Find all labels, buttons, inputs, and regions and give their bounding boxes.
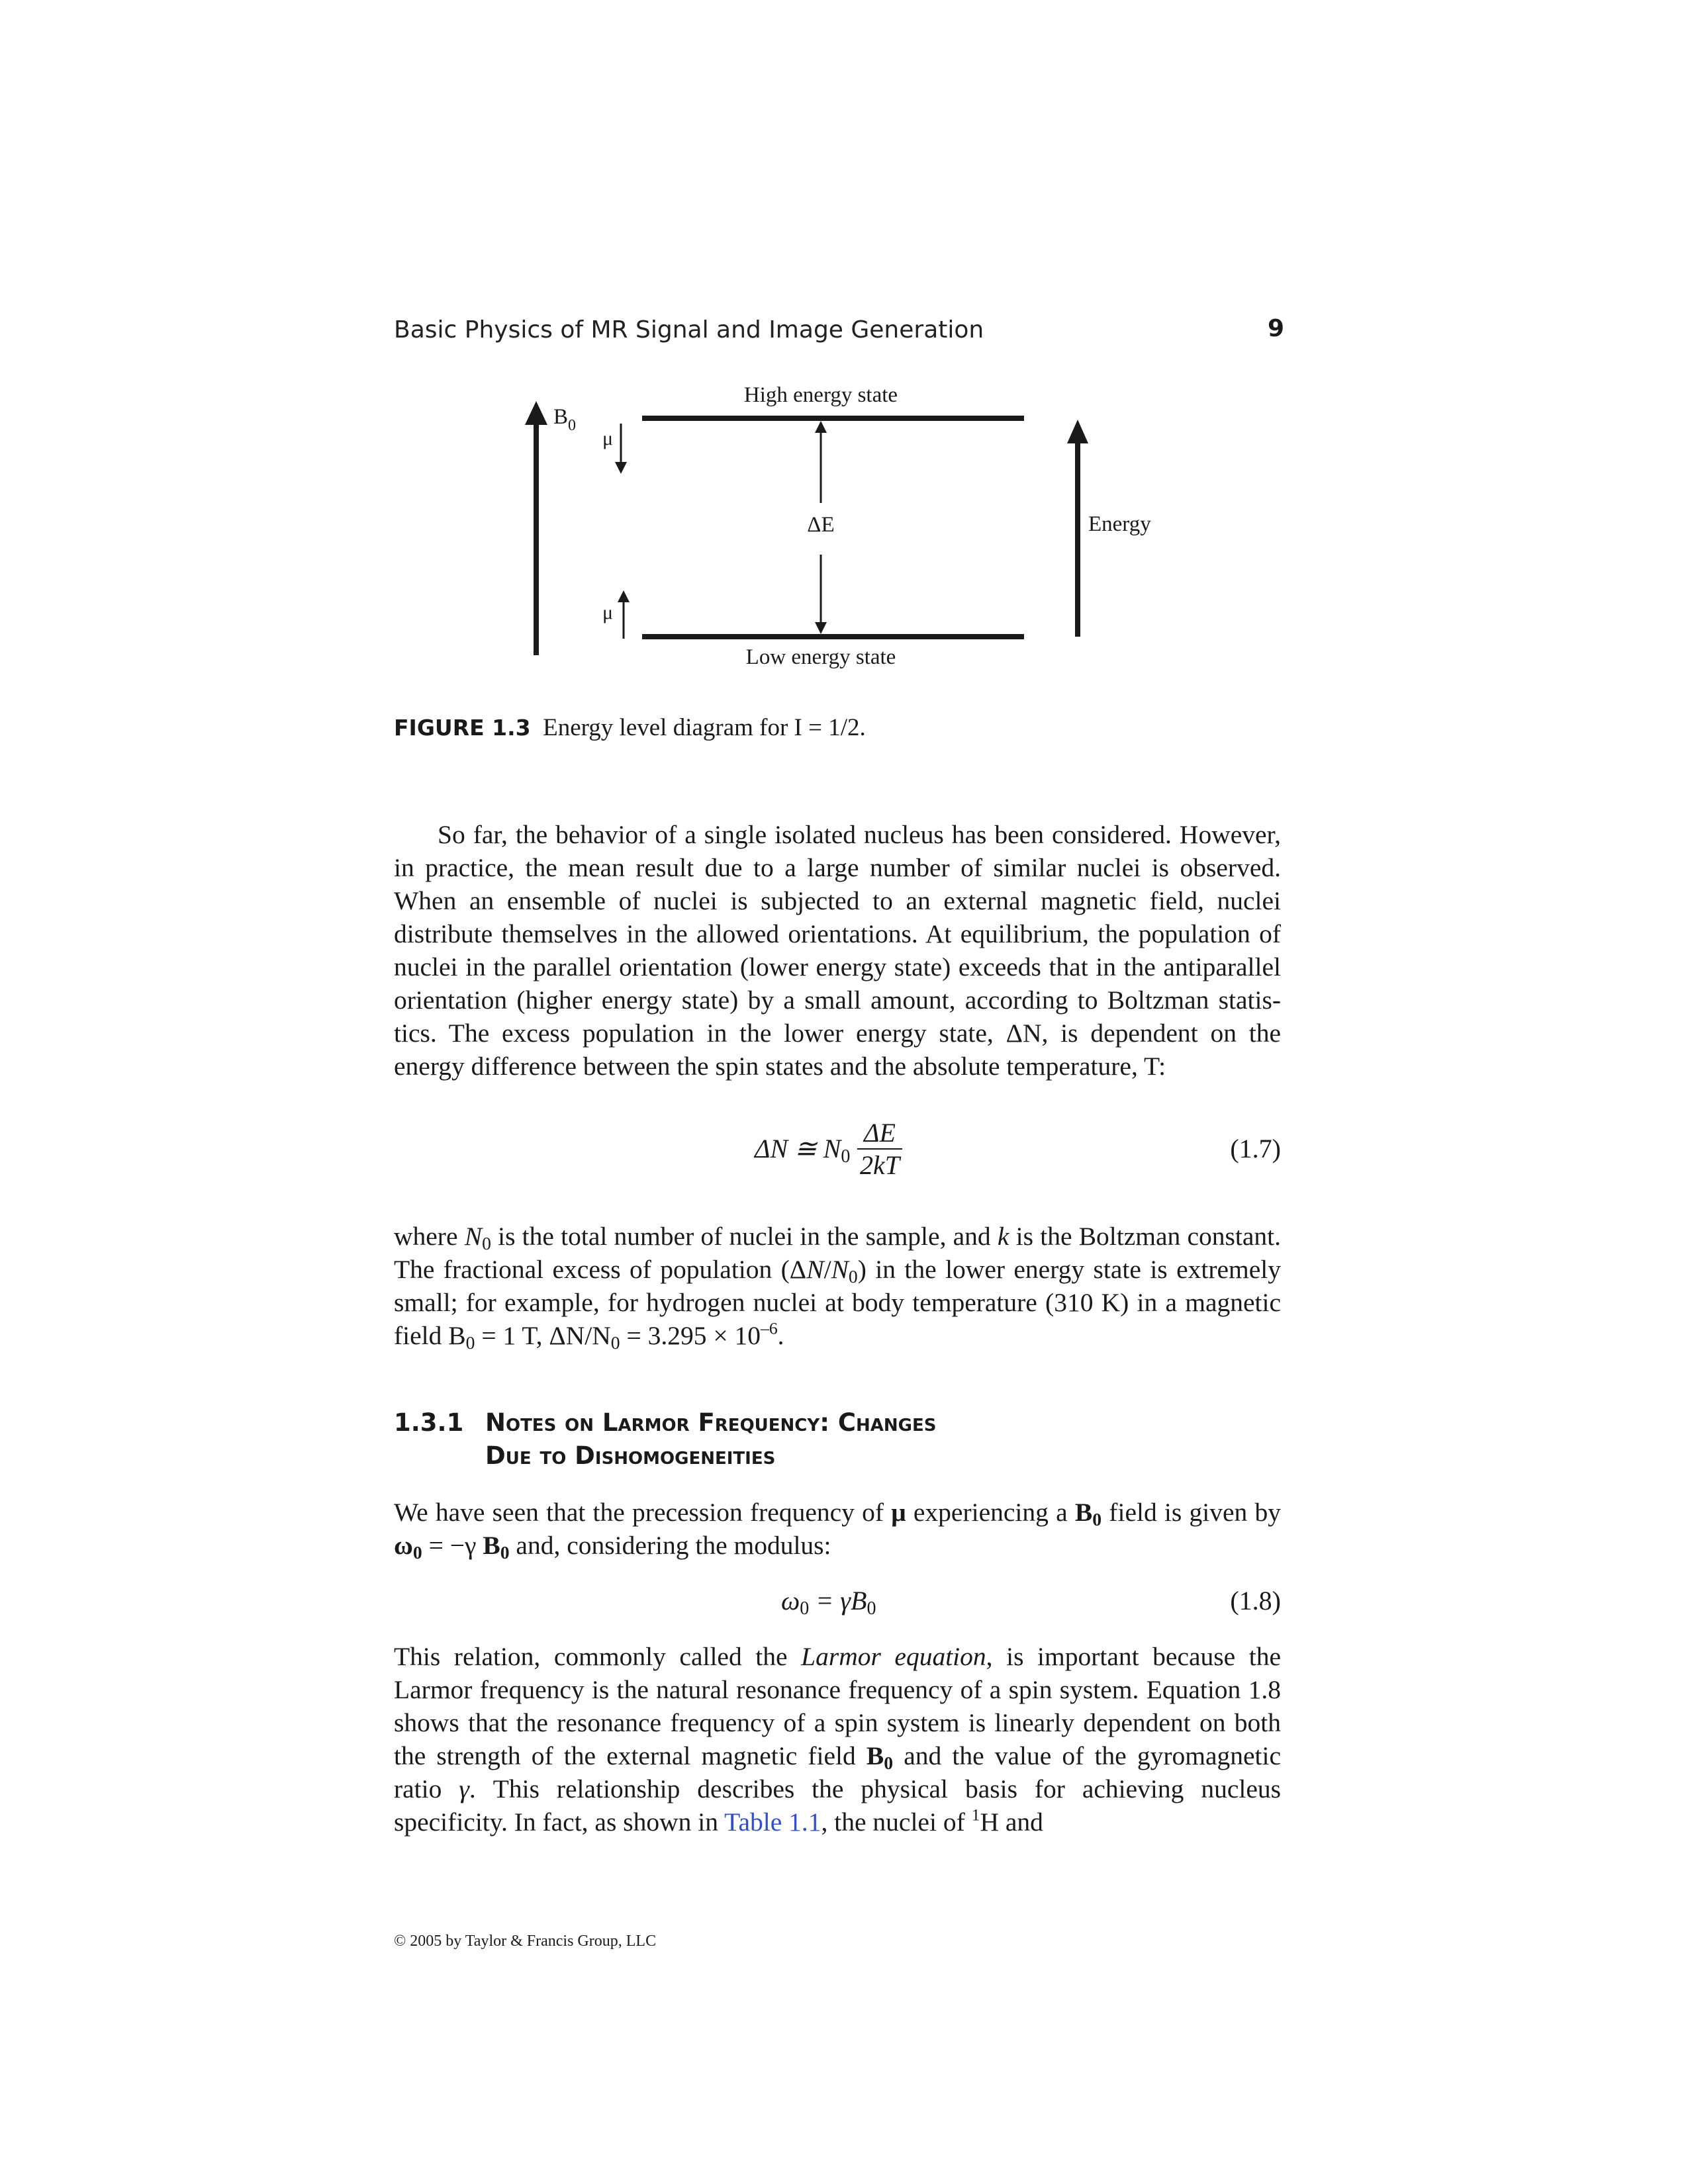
mu-upper-label: μ: [602, 428, 614, 449]
copyright-footer: © 2005 by Taylor & Francis Group, LLC: [394, 1933, 657, 1950]
paragraph-1: [394, 818, 1281, 1083]
paragraph-2: where $N_0$ is the total number of nuclei in the sample, and k is the Boltzman constant. The fractional excess of population $(\Delta N/N_0)$ in the lower energy state is extremely small; for example, for hydrogen nuclei at body temperature (310 K) in a magnetic field $B_0 = 1$ T, $\Delta N/N_0 = 3.295 \times 10^{-6}$.: [394, 1222, 1281, 1353]
equation-1-8: [394, 1585, 1281, 1625]
equation-1-7-numerator: ΔE: [857, 1117, 902, 1150]
b0-label: $B_0$: [553, 405, 577, 434]
equation-1-7: [394, 1117, 1281, 1183]
section-title-line-1: Notes on Larmor Frequency: Changes: [485, 1408, 937, 1437]
energy-label: Energy: [1088, 512, 1151, 536]
b0-arrow-head: [525, 401, 547, 425]
section-heading: [394, 1406, 937, 1473]
section-title-line-2: Due to Dishomogeneities: [485, 1441, 776, 1470]
paragraph-1-text: So far, the behavior of a single isolated nucleus has been considered. However, in practice, the mean result due to a large number of similar nuclei is observed. When an ensemble of nuclei is subjected to an external magnetic field, nuclei distribute themselves in the allowed orientations. At equilibrium, the population of nuclei in the parallel orientation (lower energy state) exceeds that in the antiparallel orientation (higher energy state) by a small amount, according to Boltzman statis-tics. The excess population in the lower energy state, ΔN, is dependent on the energy difference between the spin states and the absolute temperature, T:: [394, 820, 1281, 1081]
mu-lower-label: μ: [602, 602, 614, 623]
section-number: 1.3.1: [394, 1408, 464, 1437]
figure-caption-text: Energy level diagram for I = 1/2.: [543, 714, 866, 741]
table-1-1-link[interactable]: Table 1.1: [724, 1807, 821, 1837]
delta-e-label: ΔE: [807, 513, 835, 537]
equation-1-7-lhs: ΔN ≅ $N_0$: [755, 1134, 851, 1167]
equation-1-8-number: (1.8): [1230, 1586, 1281, 1615]
equation-1-7-number: (1.7): [1230, 1134, 1281, 1163]
page-number: 9: [1267, 315, 1284, 342]
paragraph-4: This relation, commonly called the Larmor equation, is important because the Larmor frequency is the natural resonance frequency of a spin system. Equation 1.8 shows that the resonance frequency of a spin system is linearly dependent on both the strength of the external magnetic field $B_0$ and the value of the gyromagnetic ratio γ. This relationship describes the physical basis for achieving nucleus specificity. In fact, as shown in Table 1.1, the nuclei of $^1$H and: [394, 1642, 1282, 1837]
figure-caption-label: FIGURE 1.3: [394, 715, 531, 741]
equation-1-7-denominator: 2kT: [860, 1150, 900, 1180]
low-energy-label: Low energy state: [745, 645, 896, 669]
figure-caption: [394, 713, 866, 742]
running-header-title: Basic Physics of MR Signal and Image Generation: [394, 316, 984, 343]
delta-e-down-head: [815, 622, 827, 634]
delta-e-up-head: [815, 421, 827, 433]
high-energy-label: High energy state: [743, 383, 898, 407]
energy-level-diagram: [0, 0, 1688, 728]
equation-1-7-fraction: [857, 1117, 902, 1181]
paragraph-3: We have seen that the precession frequency of μ experiencing a $B_0$ field is given by $\omega_0 = -\gamma$ $B_0$ and, considering the modulus:: [394, 1498, 1281, 1563]
energy-arrow-head: [1067, 420, 1088, 443]
equation-1-8-expression: $\omega_0 = \gamma B_0$: [781, 1586, 876, 1619]
mu-up-arrow-head: [618, 590, 630, 602]
mu-down-arrow-head: [615, 462, 627, 474]
